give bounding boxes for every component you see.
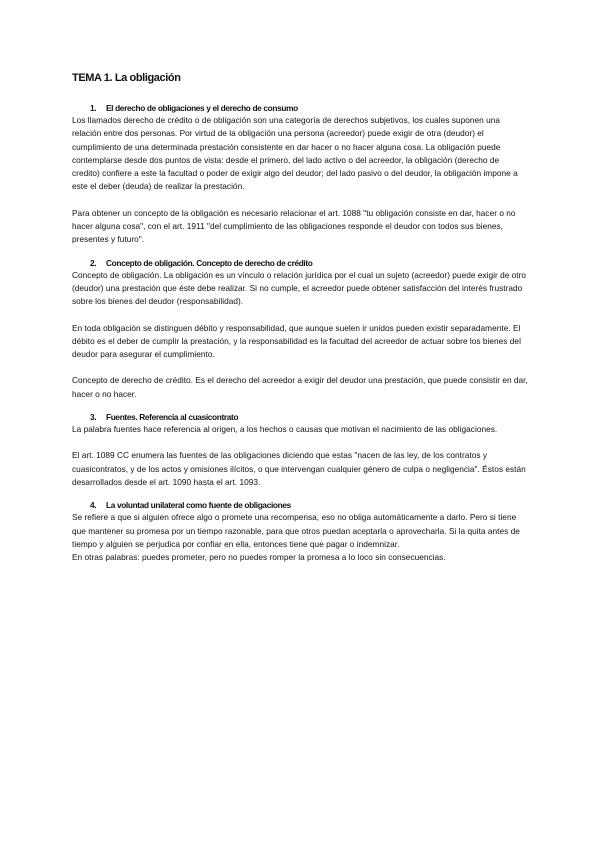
document-body [72,102,528,564]
section-title: Concepto de obligación. Concepto de derecho de crédito [106,257,313,268]
section-number: 4. [90,500,97,511]
paragraph: La palabra fuentes hace referencia al origen, a los hechos o causas que motivan el nacimiento de las obligaciones. [72,424,498,435]
paragraph: En otras palabras: puedes prometer, pero no puedes romper la promesa a lo loco sin consecuencias. [72,552,446,563]
paragraph: El art. 1089 CC enumera las fuentes de las obligaciones diciendo que estas "nacen de las ley, de los contratos y cuasicontratos, y de los actos y omisiones ilícitos, o que intervengan cualquier género de culpa o negligencia". Éstos están desarrollados desde el art. 1090 hasta el art. 1093. [72,450,526,487]
paragraph: Los llamados derecho de crédito o de obligación son una categoría de derechos subjetivos, los cuales suponen una relación entre dos personas. Por virtud de la obligación una persona (acreedor) puede exigir de otra (deudor) el cumplimiento de una determinada prestación consistente en dar hacer o no hacer alguna cosa. La obligación puede contemplarse desde dos puntos de vista: desde el primero, del lado activo o del acreedor, la obligación (derecho de credito) confiere a este la facultad o poder de exigir algo del deudor; del lado pasivo o del deudor, la obligación impone a este el deber (deuda) de realizar la prestación. [72,115,518,192]
paragraph: En toda obligación se distinguen débito y responsabilidad, que aunque suelen ir unidos pueden existir separadamente. El débito es el deber de cumplir la prestación, y la responsabilidad es la facultad del acreedor de actuar sobre los bienes del deudor para asegurar el cumplimiento. [72,322,521,360]
section-number: 1. [90,103,97,113]
section-title: La voluntad unilateral como fuente de obligaciones [106,500,291,511]
document-title: TEMA 1. La obligación [72,72,181,84]
section-title: Fuentes. Referencia al cuasicontrato [106,412,239,423]
paragraph: Para obtener un concepto de la obligación es necesario relacionar el art. 1088 "tu obligación consiste en dar, hacer o no hacer alguna cosa", con el art. 1911 "del cumplimiento de las obligaciones responde el deudor con todos sus bienes, presentes y futuro". [72,207,516,245]
paragraph: Se refiere a que si alguien ofrece algo o promete una recompensa, eso no obliga automáticamente a darlo. Pero si tiene que mantener su promesa por un tiempo razonable, para que otros puedan aceptarla o aprovecharla. Si la quita antes de tiempo y alguien se perjudica por confiar en ella, entonces tiene que pagar o indemnizar. [72,512,520,549]
section-heading [72,411,528,423]
section-heading [72,257,528,269]
paragraph: Concepto de obligación. La obligación es un vínculo o relación jurídica por el cual un sujeto (acreedor) puede exigir de otro (deudor) una prestación que éste debe realizar. Si no cumple, el acreedor puede obtener satisfacción del interés frustrado sobre los bienes del deudor (responsabilidad). [72,269,527,307]
section-number: 3. [90,412,97,423]
section-heading [72,499,528,511]
section-heading [72,102,528,114]
paragraph: Concepto de derecho de crédito. Es el derecho del acreedor a exigir del deudor una prestación, que puede consistir en dar, hacer o no hacer. [72,375,528,399]
section-title: El derecho de obligaciones y el derecho de consumo [106,103,298,113]
section-number: 2. [90,257,97,268]
